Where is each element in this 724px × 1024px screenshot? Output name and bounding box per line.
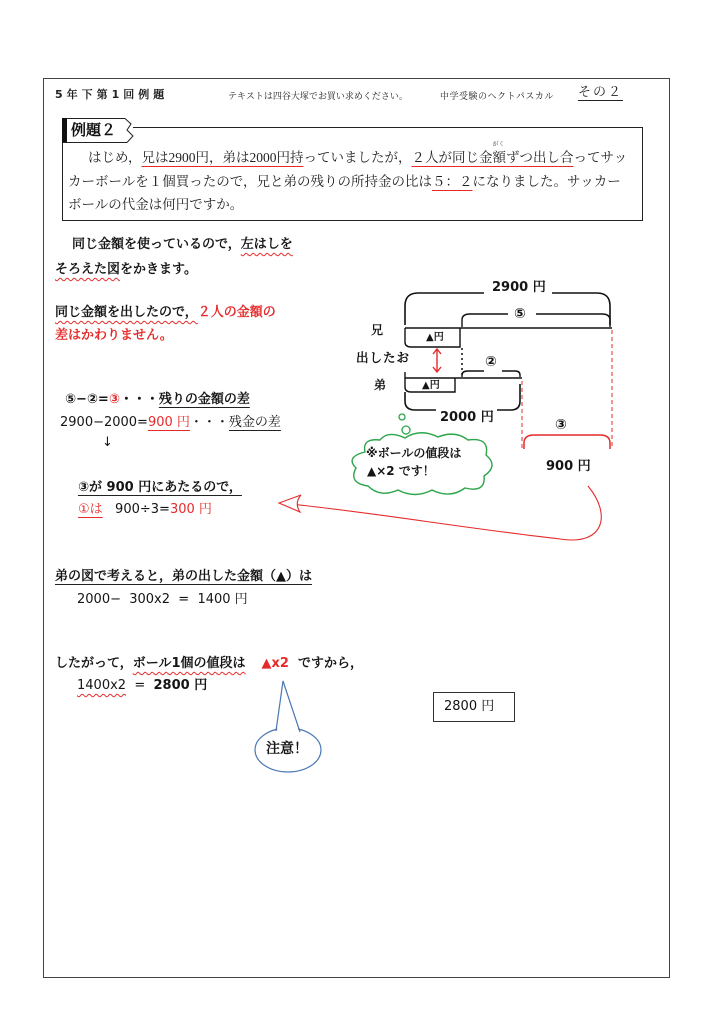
- explanation-line-3: [55, 304, 276, 322]
- problem-text: はじめ，: [88, 150, 142, 165]
- elder-ratio-label: ⑤: [514, 306, 526, 322]
- explanation-line-2: [55, 261, 197, 279]
- calc-text: 900÷3=: [102, 502, 170, 517]
- site-name: 中学受験のヘクトパスカル: [440, 92, 554, 102]
- problem-text: になりました。サッカー: [472, 174, 621, 189]
- problem-text: カーボールを１個買ったので，兄と弟の残りの所持金の比は: [68, 174, 432, 189]
- callout-text: 注意！: [266, 741, 308, 757]
- calc-text: ・・・: [119, 392, 159, 407]
- diff-ratio-label: ③: [555, 417, 567, 433]
- explanation-key-point: ２人の金額の: [197, 305, 276, 320]
- spent-arrow: [433, 349, 441, 372]
- final-result: 2800 円: [153, 678, 208, 693]
- diff-brace: [524, 435, 610, 449]
- calc-result: 900 円: [147, 415, 190, 430]
- calc-text: 2900−2000=: [60, 415, 148, 430]
- younger-total-label: 2000 円: [440, 410, 494, 425]
- cloud-text-1: ※ボールの値段は: [366, 446, 462, 460]
- problem-label-bar: [62, 118, 67, 143]
- cloud-text-2: ▲×2 です！: [367, 464, 435, 478]
- final-text: =: [126, 678, 154, 693]
- unit-title: 5年下第1回例題: [55, 88, 169, 101]
- calc-line-4: [78, 501, 212, 519]
- final-highlight: 1400x2: [77, 678, 127, 693]
- calc-unit-value: 300 円: [169, 502, 212, 517]
- calc-note: 残金の差: [228, 415, 281, 430]
- problem-highlight-same-amount: [411, 142, 574, 165]
- thought-dot-small: [399, 414, 405, 420]
- elder-total-brace: [405, 293, 610, 325]
- final-step-line-2: [77, 677, 207, 695]
- younger-step-line-1: 弟の図で考えると，弟の出した金額（▲）は: [55, 569, 312, 584]
- final-text: したがって，: [55, 656, 133, 671]
- final-text: ですから，: [288, 656, 364, 671]
- explanation-highlight: 同じ金額を出したので，: [55, 305, 198, 320]
- calc-line-2: [60, 414, 281, 432]
- answer-value: 2800 円: [444, 699, 495, 714]
- kanji: 額: [492, 150, 506, 165]
- problem-text: ってサッ: [573, 150, 628, 165]
- calc-note: 残りの金額の差: [158, 392, 250, 407]
- problem-highlight-amounts: 兄は2900円，弟は2000円持: [141, 150, 304, 165]
- elder-label: 兄: [371, 323, 384, 337]
- thought-dot-large: [402, 426, 410, 434]
- callout-tail-fill: [277, 682, 299, 732]
- problem-line-2: [68, 174, 621, 190]
- diff-value-label: 900 円: [546, 459, 591, 474]
- younger-ratio-brace: [462, 371, 520, 377]
- problem-text: ずつ出し合: [505, 150, 574, 165]
- problem-label: 例題２: [71, 121, 117, 139]
- reference-arrow-head: [279, 495, 301, 512]
- calc-down-arrow: ↓: [102, 435, 113, 450]
- elder-ratio-brace: [462, 314, 610, 327]
- spent-label: 出したお: [356, 350, 411, 365]
- explanation-line-1: [72, 236, 293, 254]
- problem-text: ２人が同じ金: [411, 150, 493, 165]
- calc-unit-label: ①は: [78, 502, 103, 517]
- textbook-notice: テキストは四谷大塚でお買い求めください。: [228, 92, 408, 102]
- younger-spent-cell-label: ▲円: [422, 380, 440, 391]
- calc-line-3: ③が 900 円にあたるので，: [78, 480, 242, 495]
- page-border: [44, 79, 670, 978]
- calc-ratio: ③: [108, 392, 120, 407]
- part-number: その２: [578, 85, 624, 100]
- problem-highlight-ratio: ５：２: [431, 174, 473, 189]
- calc-line-1: [65, 391, 250, 409]
- ruby-base: [492, 142, 506, 165]
- younger-step-line-2: 2000− 300x2 = 1400 円: [77, 592, 248, 607]
- calc-text: ・・・: [189, 415, 229, 430]
- problem-line-3: ボールの代金は何円ですか。: [68, 197, 244, 212]
- final-formula: ▲x2: [261, 656, 289, 671]
- problem-text: っていましたが，: [303, 150, 412, 165]
- younger-label: 弟: [374, 378, 387, 392]
- furigana: がく: [492, 142, 505, 148]
- explanation-text: 同じ金額を使っているので，: [72, 237, 241, 252]
- explanation-highlight: 左はしを: [240, 237, 293, 252]
- final-step-line-1: [55, 655, 363, 673]
- calc-text: ⑤−②=: [65, 392, 109, 407]
- problem-line-1: [88, 142, 628, 166]
- explanation-highlight: そろえた図: [55, 262, 121, 277]
- explanation-line-4: 差はかわりません。: [55, 328, 173, 343]
- final-highlight: ボール1個の値段は: [132, 656, 246, 671]
- younger-ratio-label: ②: [485, 354, 497, 370]
- elder-spent-cell-label: ▲円: [426, 332, 444, 343]
- elder-total-label: 2900 円: [492, 280, 546, 295]
- explanation-text: をかきます。: [120, 262, 197, 277]
